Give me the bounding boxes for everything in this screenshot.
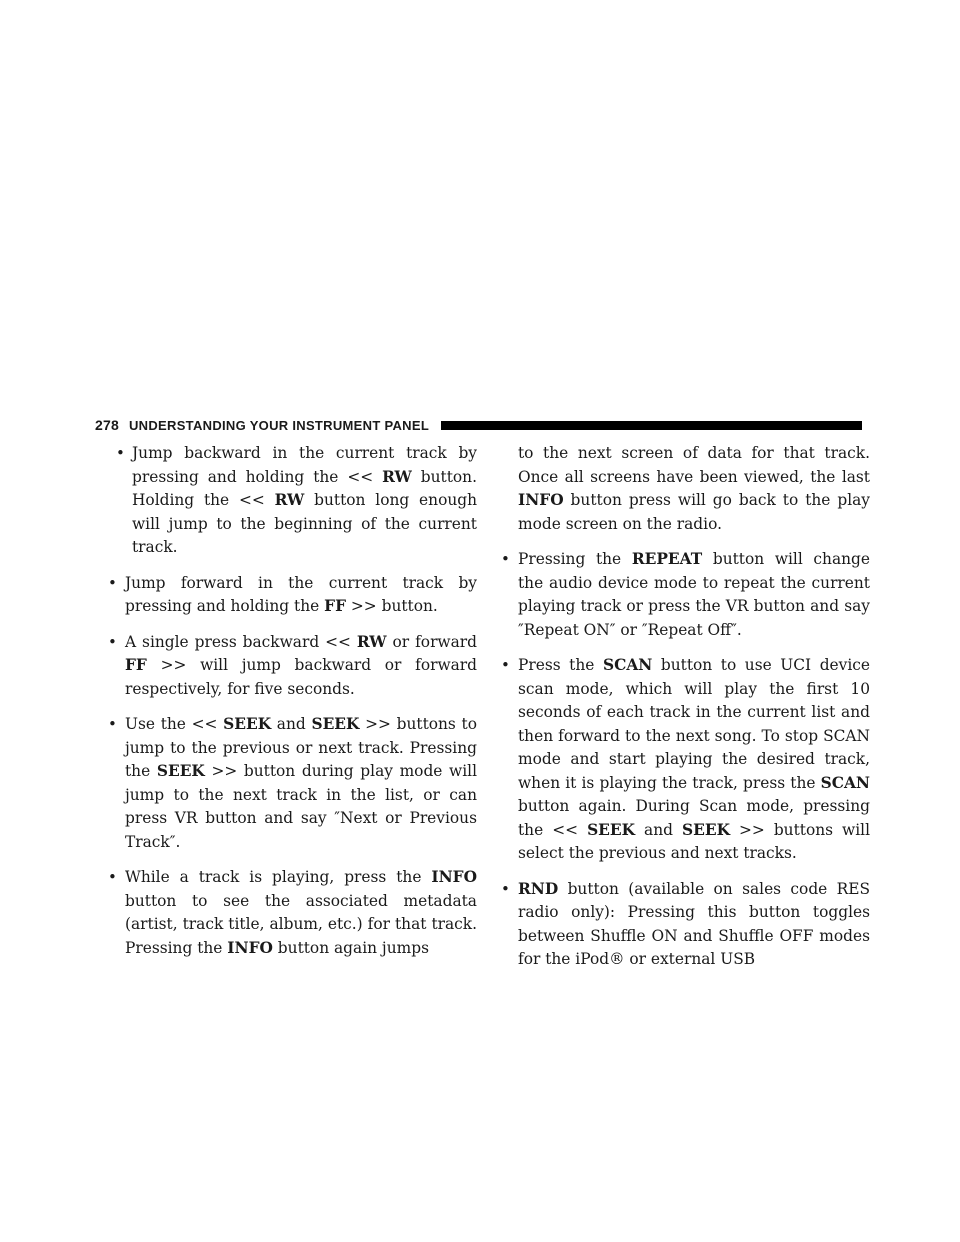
bullet-item-scan: • Press the SCAN button to use UCI device scan mode, which will play the first 10 seconds of each track in the current list and then forward to the next song. To stop SCAN mode and start playing the desired track, when it is playing the track, press the SCAN button again. During Scan mode, pressing the << SEEK and SEEK >> buttons will select the previous and next tracks. [501,656,870,862]
bullet-item-seek: • Use the << SEEK and SEEK >> buttons to jump to the previous or next track. Pressing the SEEK >> button during play mode will jump to the next track in the list, or can press VR button and say ″Next or Previous Track″. [108,715,477,851]
bullet-icon: • [116,444,125,462]
bullet-icon: • [108,868,117,886]
bullet-item-rw-jump-backward: • Jump backward in the current track by pressing and holding the << RW button. Holding the << RW button long enough will jump to the beginning of the current track. [116,444,478,556]
bullet-icon: • [108,573,117,592]
bullet-item-repeat: • Pressing the REPEAT button will change the audio device mode to repeat the current playing track or press the VR button and say ″Repeat ON″ or ″Repeat Off″. [501,550,870,639]
bullet-item-ff-jump-forward: • Jump forward in the current track by pressing and holding the FF >> button. [108,573,477,615]
bullet-icon: • [108,632,117,651]
bullet-icon: • [501,879,510,898]
page-header [95,414,862,436]
bullet-icon: • [501,550,510,568]
bullet-item-rnd: • RND button (available on sales code RES radio only): Pressing this button toggles between Shuffle ON and Shuffle OFF modes for the iPod® or external USB [501,879,870,968]
header-rule [441,421,862,430]
page-number: 278 [95,417,119,433]
bullet-item-single-press: • A single press backward << RW or forward FF >> will jump backward or forward respectively, for five seconds. [108,632,477,698]
right-column [495,442,870,984]
bullet-item-info: • While a track is playing, press the INFO button to see the associated metadata (artist, track title, album, etc.) for that track. Pressing the INFO button again jumps [108,868,477,957]
section-title: UNDERSTANDING YOUR INSTRUMENT PANEL [128,417,430,433]
info-continuation: to the next screen of data for that track. Once all screens have been viewed, the last INFO button press will go back to the play mode screen on the radio. [518,444,870,533]
bullet-icon: • [108,715,117,733]
left-column [102,442,477,972]
bullet-icon: • [501,656,510,674]
